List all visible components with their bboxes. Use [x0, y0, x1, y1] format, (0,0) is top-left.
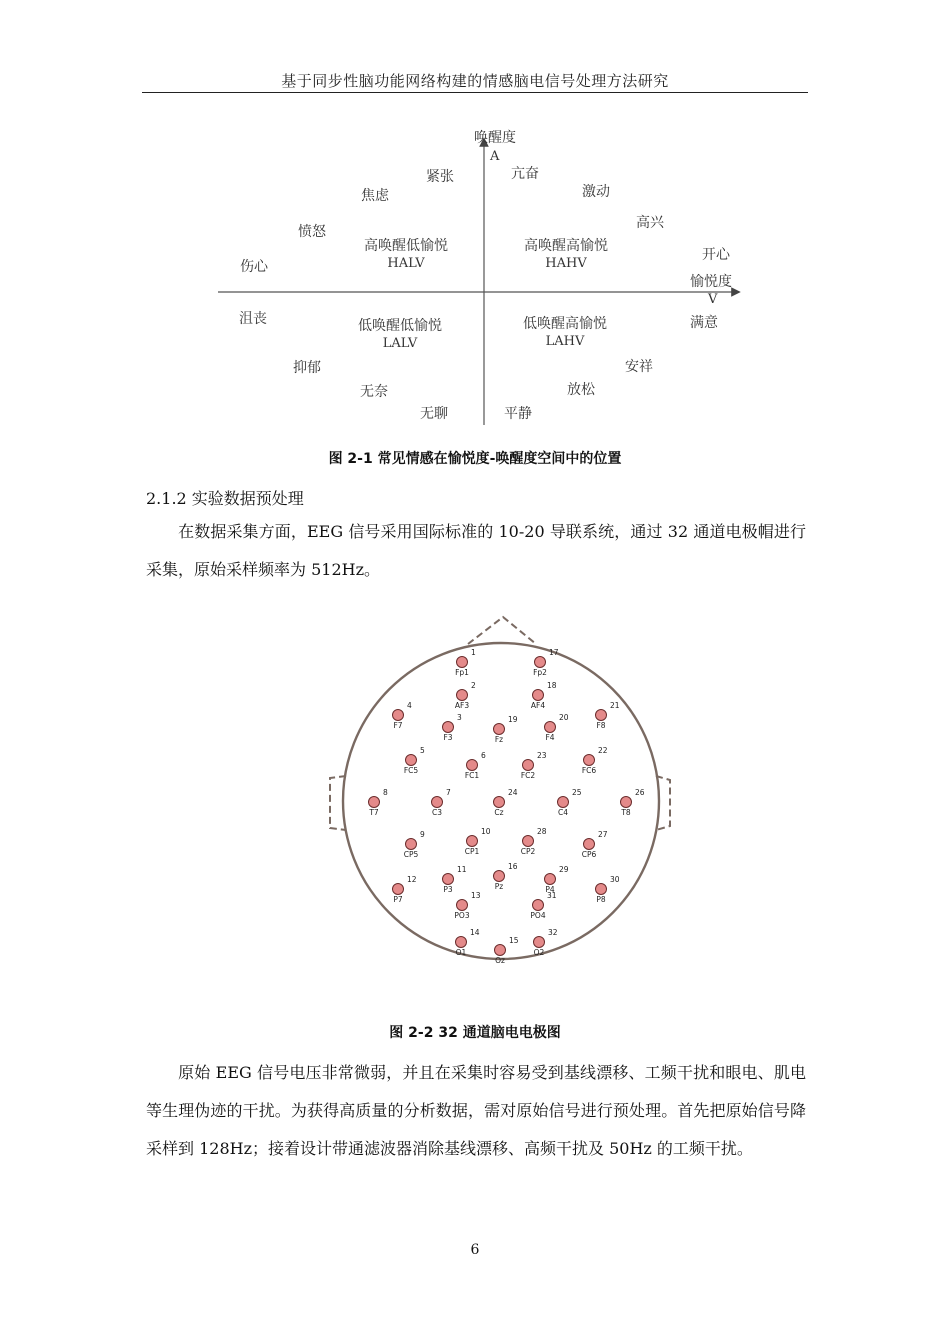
electrode-fc6: [584, 755, 595, 766]
electrode-number: 28: [537, 827, 547, 836]
paragraph-2: [146, 1054, 806, 1168]
electrode-t8: [621, 797, 632, 808]
figure1-caption: 图 2-1 常见情感在愉悦度-唤醒度空间中的位置: [328, 451, 622, 467]
electrode-number: 15: [509, 936, 519, 945]
electrode-label: Fp1: [455, 668, 469, 677]
emotion-jidong: 激动: [582, 184, 610, 200]
electrode-fc5: [406, 755, 417, 766]
electrode-oz: [495, 945, 506, 956]
electrode-label: CP2: [520, 847, 536, 856]
quadrant-lalv-cn: 低唤醒低愉悦: [358, 318, 442, 334]
figure2-caption: 图 2-2 32 通道脑电电极图: [389, 1025, 561, 1041]
quadrant-lalv-en: LALV: [382, 336, 418, 351]
electrode-af4: [533, 690, 544, 701]
electrode-label: Fp2: [533, 668, 547, 677]
electrode-label: F8: [596, 721, 606, 730]
emotion-wuliao: 无聊: [420, 406, 448, 422]
electrode-f4: [545, 722, 556, 733]
electrode-number: 5: [420, 746, 425, 755]
electrode-number: 3: [457, 713, 462, 722]
electrode-map: [300, 600, 680, 980]
y-axis-letter: A: [490, 149, 500, 164]
electrode-cp6: [584, 839, 595, 850]
valence-arousal-diagram: [0, 120, 950, 440]
electrode-number: 13: [471, 891, 481, 900]
electrode-f3: [443, 722, 454, 733]
electrode-f7: [393, 710, 404, 721]
electrode-label: CP5: [403, 850, 419, 859]
electrode-label: PO4: [530, 911, 546, 920]
emotion-jinzhang: 紧张: [426, 169, 454, 185]
electrode-number: 22: [598, 746, 608, 755]
page-number: 6: [470, 1242, 480, 1258]
electrode-label: PO3: [454, 911, 470, 920]
electrode-number: 19: [508, 715, 518, 724]
electrode-o1: [456, 937, 467, 948]
electrode-label: CP1: [464, 847, 480, 856]
paragraph-1: [146, 513, 806, 589]
electrode-label: FC2: [520, 771, 536, 780]
quadrant-lahv-cn: 低唤醒高愉悦: [523, 316, 607, 332]
electrode-label: T7: [369, 808, 379, 817]
electrode-label: C3: [431, 808, 443, 817]
electrode-label: P8: [596, 895, 606, 904]
emotion-kaixin: 开心: [702, 247, 730, 263]
electrode-label: AF3: [454, 701, 470, 710]
electrode-p8: [596, 884, 607, 895]
electrode-number: 4: [407, 701, 412, 710]
paragraph-1-text: 在数据采集方面，EEG 信号采用国际标准的 10-20 导联系统，通过 32 通道电极帽进行采集，原始采样频率为 512Hz。: [146, 522, 806, 579]
electrode-number: 16: [508, 862, 518, 871]
electrode-label: C4: [557, 808, 569, 817]
electrode-label: FC1: [464, 771, 480, 780]
electrode-label: P7: [393, 895, 403, 904]
quadrant-lahv-en: LAHV: [545, 334, 585, 349]
electrode-label: Cz: [494, 808, 504, 817]
electrode-number: 1: [471, 648, 476, 657]
electrode-label: O2: [533, 948, 545, 957]
electrode-number: 24: [508, 788, 518, 797]
electrode-fc2: [523, 760, 534, 771]
x-axis-letter: V: [708, 292, 718, 307]
emotion-jiaolv: 焦虑: [361, 188, 389, 204]
electrode-number: 14: [470, 928, 480, 937]
electrode-label: CP6: [581, 850, 597, 859]
electrode-pz: [494, 871, 505, 882]
paragraph-2-text: 原始 EEG 信号电压非常微弱，并且在采集时容易受到基线漂移、工频干扰和眼电、肌电等生理伪迹的干扰。为获得高质量的分析数据，需对原始信号进行预处理。首先把原始信号降采样到 128Hz；接着设计带通滤波器消除基线漂移、高频干扰及 50Hz 的工频干扰。: [146, 1063, 806, 1158]
quadrant-hahv-en: HAHV: [545, 256, 587, 271]
electrode-fz: [494, 724, 505, 735]
electrode-p3: [443, 874, 454, 885]
electrode-number: 25: [572, 788, 582, 797]
electrode-number: 9: [420, 830, 425, 839]
electrode-label: P3: [443, 885, 453, 894]
electrode-po4: [533, 900, 544, 911]
electrode-number: 26: [635, 788, 645, 797]
section-heading: 2.1.2 实验数据预处理: [146, 489, 304, 508]
emotion-manyi: 满意: [690, 315, 718, 331]
electrode-cz: [494, 797, 505, 808]
electrode-number: 11: [457, 865, 467, 874]
emotion-kangfen: 亢奋: [511, 166, 539, 182]
electrode-number: 6: [481, 751, 486, 760]
electrode-po3: [457, 900, 468, 911]
electrode-number: 31: [547, 891, 557, 900]
electrode-cp5: [406, 839, 417, 850]
electrode-number: 17: [549, 648, 559, 657]
emotion-jusang: 沮丧: [239, 311, 267, 327]
electrode-group: [368, 648, 644, 965]
electrode-label: FC6: [581, 766, 597, 775]
electrode-f8: [596, 710, 607, 721]
y-axis-label: 唤醒度: [474, 130, 516, 146]
electrode-af3: [457, 690, 468, 701]
emotion-fennu: 愤怒: [298, 224, 326, 240]
electrode-number: 7: [446, 788, 451, 797]
x-axis-label: 愉悦度: [690, 274, 732, 290]
electrode-cp1: [467, 836, 478, 847]
emotion-anxiang: 安祥: [625, 359, 653, 375]
electrode-label: F3: [443, 733, 453, 742]
electrode-number: 2: [471, 681, 476, 690]
electrode-label: Oz: [495, 956, 505, 965]
electrode-o2: [534, 937, 545, 948]
electrode-label: T8: [621, 808, 631, 817]
quadrant-hahv-cn: 高唤醒高愉悦: [524, 238, 608, 254]
quadrant-halv-en: HALV: [387, 256, 425, 271]
electrode-number: 20: [559, 713, 569, 722]
electrode-label: FC5: [403, 766, 419, 775]
emotion-fangsong: 放松: [567, 382, 595, 398]
electrode-c4: [558, 797, 569, 808]
emotion-gaoxing: 高兴: [636, 215, 664, 231]
electrode-label: F7: [393, 721, 403, 730]
electrode-fc1: [467, 760, 478, 771]
electrode-number: 12: [407, 875, 417, 884]
electrode-number: 32: [548, 928, 558, 937]
electrode-cp2: [523, 836, 534, 847]
electrode-p4: [545, 874, 556, 885]
running-header: 基于同步性脑功能网络构建的情感脑电信号处理方法研究: [281, 72, 669, 90]
electrode-number: 18: [547, 681, 557, 690]
electrode-number: 29: [559, 865, 569, 874]
emotion-pingjing: 平静: [504, 406, 532, 422]
electrode-label: AF4: [530, 701, 546, 710]
electrode-label: P4: [545, 885, 555, 894]
electrode-t7: [369, 797, 380, 808]
electrode-label: Fz: [494, 735, 504, 744]
electrode-number: 10: [481, 827, 491, 836]
electrode-number: 8: [383, 788, 388, 797]
electrode-fp2: [535, 657, 546, 668]
electrode-number: 23: [537, 751, 547, 760]
electrode-label: O1: [455, 948, 467, 957]
electrode-number: 30: [610, 875, 620, 884]
electrode-fp1: [457, 657, 468, 668]
electrode-label: Pz: [494, 882, 504, 891]
electrode-c3: [432, 797, 443, 808]
emotion-wunai: 无奈: [360, 384, 388, 400]
emotion-yiyu: 抑郁: [293, 360, 321, 376]
electrode-p7: [393, 884, 404, 895]
electrode-label: F4: [545, 733, 555, 742]
nose-outline: [468, 617, 536, 644]
electrode-number: 21: [610, 701, 620, 710]
quadrant-halv-cn: 高唤醒低愉悦: [364, 238, 448, 254]
electrode-number: 27: [598, 830, 608, 839]
emotion-shangxin: 伤心: [240, 259, 268, 275]
header-rule: [142, 92, 808, 93]
